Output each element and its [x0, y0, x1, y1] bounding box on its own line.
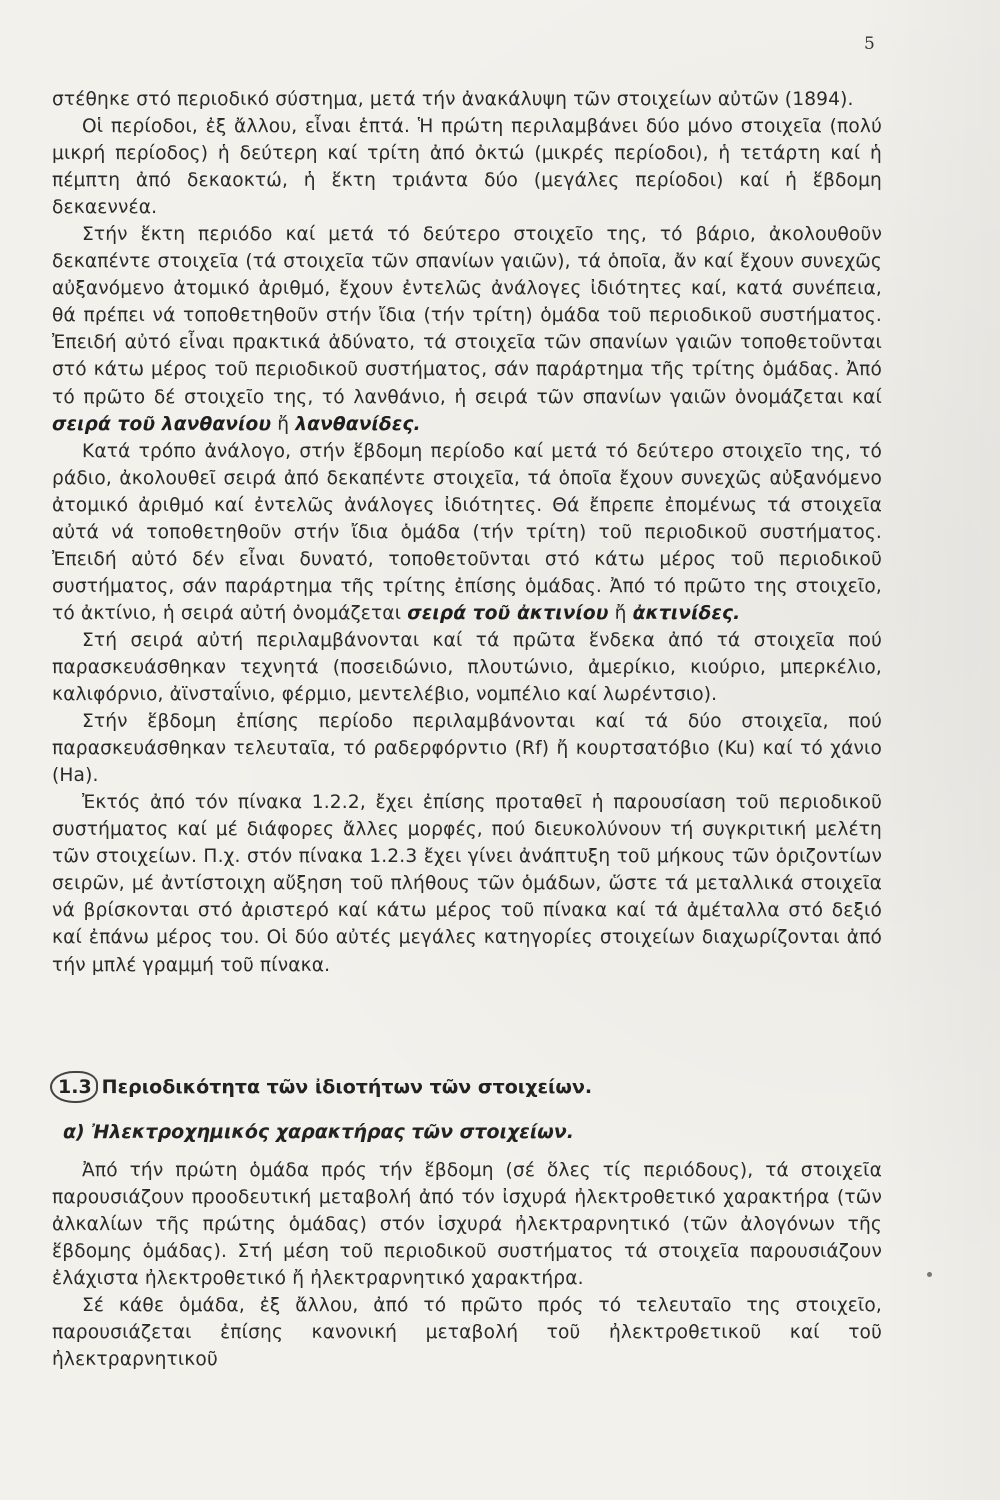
body-text-upper: [52, 86, 882, 979]
paragraph: [52, 86, 882, 113]
paragraph-text: Στήν ἕκτη περιόδο καί μετά τό δεύτερο στοιχεῖο της, τό βάριο, ἀκολουθοῦν δεκαπέντε στοιχεῖα (τά στοιχεῖα τῶν σπανίων γαιῶν), τά ὁποῖα, ἄν καί ἔχουν συνεχῶς αὐξανόμενο ἀτομικό ἀριθμό, ἔχουν ἐντελῶς ἀνάλογες ἰδιότητες καί, κατά συνέπεια, θά πρέπει νά τοποθετηθοῦν στήν ἴδια (τήν τρίτη) ὁμάδα τοῦ περιοδικοῦ συστήματος. Ἐπειδή αὐτό εἶναι πρακτικά ἀδύνατο, τά στοιχεῖα τῶν σπανίων γαιῶν τοποθετοῦνται στό κάτω μέρος τοῦ περιοδικοῦ συστήματος, σάν παράρτημα τῆς τρίτης ὁμάδας. Ἀπό τό πρῶτο δέ στοιχεῖο της, τό λανθάνιο, ἡ σειρά τῶν σπανίων γαιῶν ὀνομάζεται καί: [52, 224, 882, 408]
key-term: λανθανίδες.: [295, 413, 421, 435]
key-term: σειρά τοῦ λανθανίου: [52, 413, 272, 435]
paragraph: [52, 789, 882, 978]
paragraph-text: Στή σειρά αὐτή περιλαμβάνονται καί τά πρῶτα ἕνδεκα ἀπό τά στοιχεῖα πού παρασκευάσθηκαν τεχνητά (ποσειδώνιο, πλουτώνιο, ἀμερίκιο, κιούριο, μπερκέλιο, καλιφόρνιο, ἀϊνσταΐνιο, φέρμιο, μεντελέβιο, νομπέλιο καί λωρέντσιο).: [52, 629, 882, 706]
paragraph: [52, 627, 882, 708]
scan-speck: [927, 1272, 932, 1277]
section-title: Περιοδικότητα τῶν ἰδιοτήτων τῶν στοιχείων.: [101, 1076, 593, 1098]
paragraph-text: στέθηκε στό περιοδικό σύστημα, μετά τήν ἀνακάλυψη τῶν στοιχείων αὐτῶν (1894).: [52, 89, 854, 110]
paragraph-text: Οἱ περίοδοι, ἐξ ἄλλου, εἶναι ἑπτά. Ἡ πρώτη περιλαμβάνει δύο μόνο στοιχεῖα (πολύ μικρή περίοδος) ἡ δεύτερη καί τρίτη ἀπό ὀκτώ (μικρές περίοδοι), ἡ τετάρτη καί ἡ πέμπτη ἀπό δεκαοκτώ, ἡ ἕκτη τριάντα δύο (μεγάλες περίοδοι) καί ἡ ἕβδομη δεκαεννέα.: [52, 116, 882, 219]
paragraph-text: ἤ: [608, 602, 633, 624]
paragraph-text: Ἀπό τήν πρώτη ὁμάδα πρός τήν ἕβδομη (σέ ὅλες τίς περιόδους), τά στοιχεῖα παρουσιάζουν προοδευτική μεταβολή ἀπό τόν ἰσχυρά ἠλεκτροθετικό χαρακτήρα (τῶν ἀλκαλίων τῆς πρώτης ὁμάδας) στόν ἰσχυρά ἠλεκτραρνητικό (τῶν ἀλογόνων τῆς ἕβδομης ὁμάδας). Στή μέση τοῦ περιοδικοῦ συστήματος τά στοιχεῖα παρουσιάζουν ἐλάχιστα ἠλεκτροθετικό ἤ ἠλεκτραρνητικό χαρακτήρα.: [52, 1160, 882, 1290]
paragraph: [52, 1157, 882, 1292]
section-number: 1.3: [50, 1071, 98, 1103]
paragraph: [52, 113, 882, 221]
paragraph-text: Σέ κάθε ὁμάδα, ἐξ ἄλλου, ἀπό τό πρῶτο πρός τό τελευταῖο της στοιχεῖο, παρουσιάζεται ἐπίσης κανονική μεταβολή τοῦ ἠλεκτροθετικοῦ καί τοῦ ἠλεκτραρνητικοῦ: [52, 1295, 882, 1371]
paragraph-text: ἤ: [271, 413, 296, 435]
subsection-heading: α) Ἠλεκτροχημικός χαρακτήρας τῶν στοιχείων.: [63, 1121, 574, 1143]
key-term: ἀκτινίδες.: [632, 602, 741, 624]
paragraph-text: Ἐκτός ἀπό τόν πίνακα 1.2.2, ἔχει ἐπίσης προταθεῖ ἡ παρουσίαση τοῦ περιοδικοῦ συστήματος καί μέ διάφορες ἄλλες μορφές, πού διευκολύνουν τή συγκριτική μελέτη τῶν στοιχείων. Π.χ. στόν πίνακα 1.2.3 ἔχει γίνει ἀνάπτυξη τοῦ μήκους τῶν ὁριζοντίων σειρῶν, μέ ἀντίστοιχη αὔξηση τοῦ πλήθους τῶν ὁμάδων, ὥστε τά μεταλλικά στοιχεῖα νά βρίσκονται στό ἀριστερό καί κάτω μέρος τοῦ πίνακα καί τά ἀμέταλλα στό δεξιό καί ἐπάνω μέρος του. Οἱ δύο αὐτές μεγάλες κατηγορίες στοιχείων διαχωρίζονται ἀπό τήν μπλέ γραμμή τοῦ πίνακα.: [52, 792, 882, 976]
paragraph-text: Κατά τρόπο ἀνάλογο, στήν ἕβδομη περίοδο καί μετά τό δεύτερο στοιχεῖο της, τό ράδιο, ἀκολουθεῖ σειρά ἀπό δεκαπέντε στοιχεῖα, τά ὁποῖα ἔχουν συνεχῶς αὐξανόμενο ἀτομικό ἀριθμό καί ἐντελῶς ἀνάλογες ἰδιότητες. Θά ἔπρεπε ἐπομένως τά στοιχεῖα αὐτά νά τοποθετηθοῦν στήν ἴδια ὁμάδα (τήν τρίτη) τοῦ περιοδικοῦ συστήματος. Ἐπειδή αὐτό δέν εἶναι δυνατό, τοποθετοῦνται στό κάτω μέρος τοῦ περιοδικοῦ συστήματος, σάν παράρτημα τῆς τρίτης ἐπίσης ὁμάδας. Ἀπό τό πρῶτο της στοιχεῖο, τό ἀκτίνιο, ἡ σειρά αὐτή ὀνομάζεται: [52, 440, 882, 624]
section-heading: [50, 1071, 592, 1103]
key-term: σειρά τοῦ ἀκτινίου: [407, 602, 609, 624]
body-text-lower: [52, 1157, 882, 1373]
paragraph: [52, 438, 882, 627]
paragraph: [52, 221, 882, 437]
page-number: 5: [864, 34, 875, 54]
paragraph-text: Στήν ἕβδομη ἐπίσης περίοδο περιλαμβάνονται καί τά δύο στοιχεῖα, πού παρασκευάσθηκαν τελευταῖα, τό ραδερφόρντιο (Rf) ἤ κουρτσατόβιο (Ku) καί τό χάνιο (Ha).: [52, 711, 882, 787]
paragraph: [52, 1292, 882, 1373]
paragraph: [52, 708, 882, 789]
